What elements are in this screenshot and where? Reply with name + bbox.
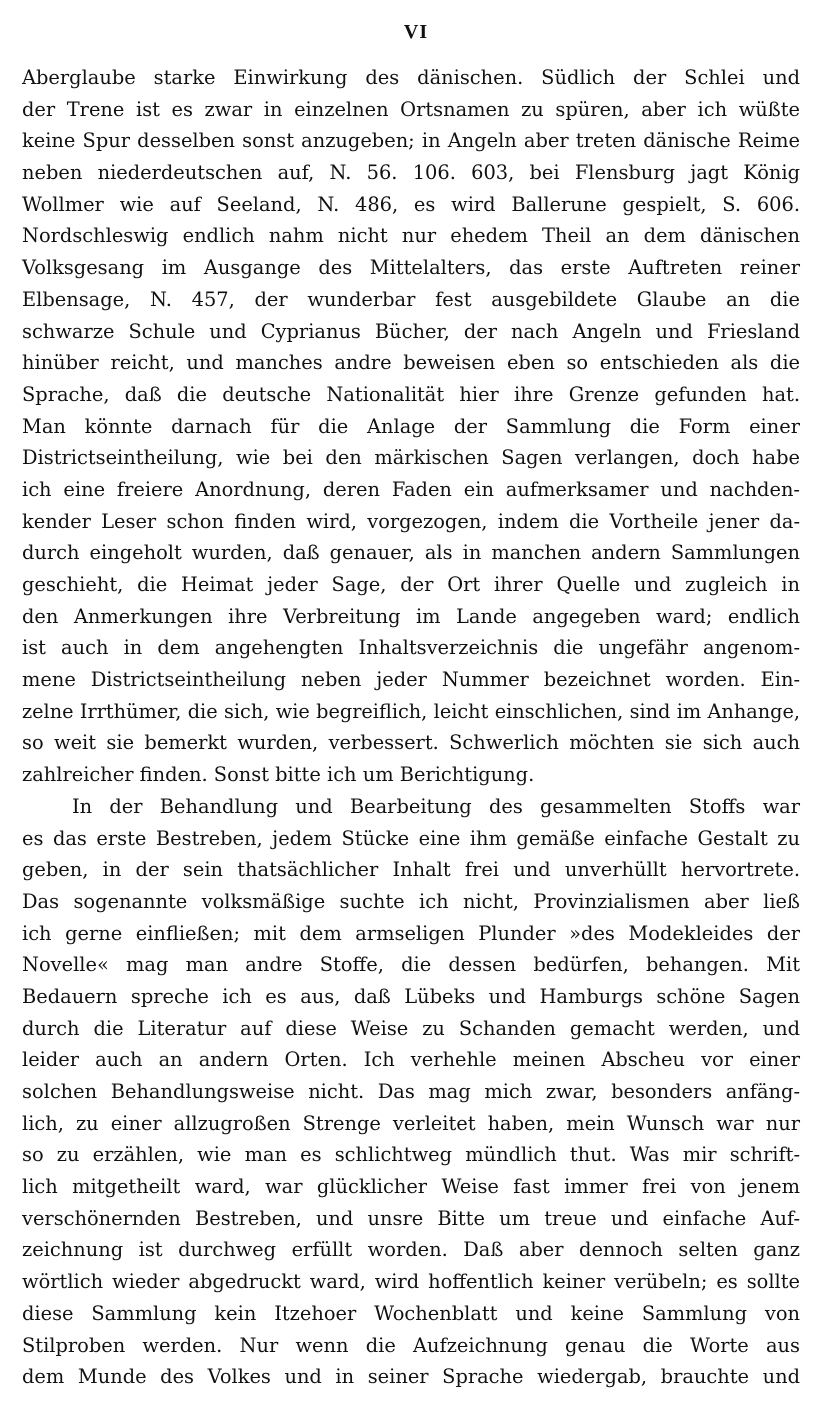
- text-line: Man könnte darnach für die Anlage der Sammlung die Form einer: [22, 414, 800, 438]
- text-line: den Anmerkungen ihre Verbreitung im Lande angegeben ward; endlich: [22, 604, 800, 628]
- body-text: [22, 62, 800, 1393]
- text-line: Volksgesang im Ausgange des Mittelalters, das erste Auftreten reiner: [22, 256, 800, 280]
- paragraph: [22, 62, 800, 791]
- text-line: geben, in der sein thatsächlicher Inhalt frei und unverhüllt hervortrete.: [22, 858, 800, 882]
- text-line: so weit sie bemerkt wurden, verbessert. Schwerlich möchten sie sich auch: [22, 731, 800, 755]
- text-line: lich, zu einer allzugroßen Strenge verleitet haben, mein Wunsch war nur: [22, 1111, 800, 1135]
- text-line: ist auch in dem angehengten Inhaltsverzeichnis die ungefähr angenom-: [22, 636, 800, 660]
- page-number: VI: [403, 21, 429, 43]
- text-line: Novelle« mag man andre Stoffe, die dessen bedürfen, behangen. Mit: [22, 953, 800, 977]
- text-line: Sprache, daß die deutsche Nationalität hier ihre Grenze gefunden hat.: [22, 382, 800, 406]
- text-line: mene Districtseintheilung neben jeder Nummer bezeichnet worden. Ein-: [22, 668, 800, 692]
- text-line: Aberglaube starke Einwirkung des dänischen. Südlich der Schlei und: [22, 66, 800, 89]
- text-line: zelne Irrthümer, die sich, wie begreiflich, leicht einschlichen, sind im Anhange,: [22, 699, 800, 723]
- text-line: dem Munde des Volkes und in seiner Sprache wiedergab, brauchte und: [22, 1365, 800, 1389]
- text-line: durch die Literatur auf diese Weise zu Schanden gemacht werden, und: [22, 1016, 800, 1040]
- text-line: Wollmer wie auf Seeland, N. 486, es wird Ballerune gespielt, S. 606.: [22, 192, 800, 216]
- text-line: Nordschleswig endlich nahm nicht nur ehedem Theil an dem dänischen: [22, 224, 800, 248]
- text-line: keine Spur desselben sonst anzugeben; in Angeln aber treten dänische Reime: [22, 129, 800, 153]
- text-line: diese Sammlung kein Itzehoer Wochenblatt und keine Sammlung von: [22, 1301, 800, 1325]
- text-line: solchen Behandlungsweise nicht. Das mag mich zwar, besonders anfäng-: [22, 1080, 800, 1103]
- text-line: durch eingeholt wurden, daß genauer, als in manchen andern Sammlungen: [22, 541, 800, 565]
- text-line: Elbensage, N. 457, der wunderbar fest ausgebildete Glaube an die: [22, 287, 800, 311]
- text-line: In der Behandlung und Bearbeitung des gesammelten Stoffs war: [72, 794, 800, 818]
- text-line: hinüber reicht, und manches andre beweisen eben so entschieden als die: [22, 351, 800, 375]
- text-line: ich gerne einfließen; mit dem armseligen Plunder »des Modekleides der: [22, 921, 800, 945]
- text-line: kender Leser schon finden wird, vorgezogen, indem die Vortheile jener da-: [22, 509, 800, 533]
- text-line: schwarze Schule und Cyprianus Bücher, der nach Angeln und Friesland: [22, 319, 800, 343]
- text-line: wörtlich wieder abgedruckt ward, wird hoffentlich keiner verübeln; es sollte: [22, 1270, 800, 1294]
- text-line: Bedauern spreche ich es aus, daß Lübeks und Hamburgs schöne Sagen: [22, 984, 800, 1008]
- text-line: so zu erzählen, wie man es schlichtweg mündlich thut. Was mir schrift-: [22, 1143, 800, 1167]
- text-line: verschönernden Bestreben, und unsre Bitte um treue und einfache Auf-: [22, 1206, 800, 1230]
- text-line: leider auch an andern Orten. Ich verhehle meinen Abscheu vor einer: [22, 1048, 800, 1072]
- text-line: ich eine freiere Anordnung, deren Faden ein aufmerksamer und nachden-: [22, 477, 800, 501]
- text-line: Stilproben werden. Nur wenn die Aufzeichnung genau die Worte aus: [22, 1333, 800, 1357]
- text-line: geschieht, die Heimat jeder Sage, der Ort ihrer Quelle und zugleich in: [22, 573, 800, 596]
- text-line: der Trene ist es zwar in einzelnen Ortsnamen zu spüren, aber ich wüßte: [22, 97, 800, 121]
- text-line: zahlreicher finden. Sonst bitte ich um Berichtigung.: [22, 763, 535, 787]
- paragraph: [22, 791, 800, 1393]
- text-line: Das sogenannte volksmäßige suchte ich nicht, Provinzialismen aber ließ: [22, 889, 800, 913]
- text-line: lich mitgetheilt ward, war glücklicher Weise fast immer frei von jenem: [22, 1175, 800, 1199]
- text-line: neben niederdeutschen auf, N. 56. 106. 603, bei Flensburg jagt König: [22, 161, 800, 185]
- text-line: zeichnung ist durchweg erfüllt worden. Daß aber dennoch selten ganz: [22, 1238, 800, 1262]
- text-line: Districtseintheilung, wie bei den märkischen Sagen verlangen, doch habe: [22, 446, 800, 470]
- text-line: es das erste Bestreben, jedem Stücke eine ihm gemäße einfache Gestalt zu: [22, 826, 800, 850]
